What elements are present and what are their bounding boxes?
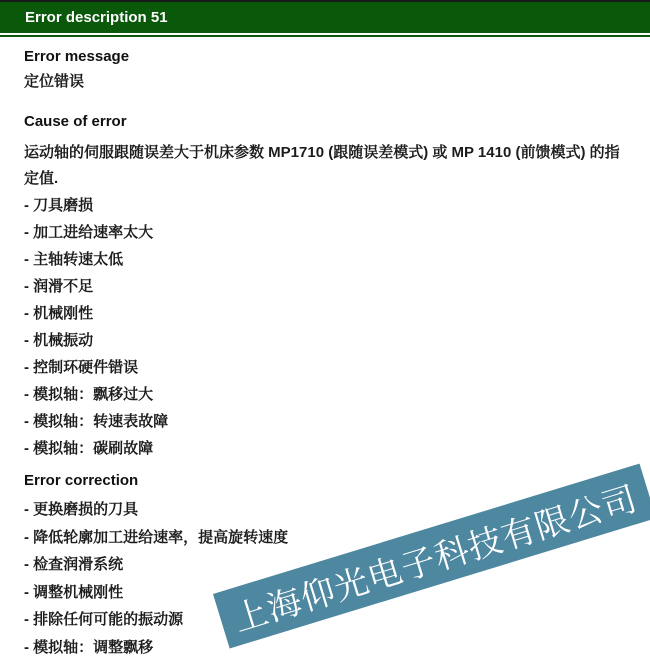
error-message-text: 定位错误 <box>24 73 626 91</box>
title-underline <box>0 35 650 37</box>
correction-item: - 降低轮廓加工进给速率，提高旋转速度 <box>24 524 626 552</box>
cause-list <box>24 192 626 462</box>
cause-item: - 润滑不足 <box>24 273 626 300</box>
error-message-heading: Error message <box>24 48 626 66</box>
error-correction-heading: Error correction <box>24 472 626 490</box>
cause-item: - 刀具磨损 <box>24 192 626 219</box>
cause-item: - 模拟轴：飘移过大 <box>24 381 626 408</box>
correction-item: - 调整机械刚性 <box>24 579 626 607</box>
correction-item: - 检查润滑系统 <box>24 551 626 579</box>
cause-item: - 模拟轴：转速表故障 <box>24 408 626 435</box>
correction-item: - 模拟轴：调整飘移 <box>24 634 626 661</box>
cause-item: - 控制环硬件错误 <box>24 354 626 381</box>
cause-item: - 机械刚性 <box>24 300 626 327</box>
cause-item: - 机械振动 <box>24 327 626 354</box>
correction-item: - 更换磨损的刀具 <box>24 496 626 524</box>
watermark-text: 上海仰光电子科技有限公司 <box>227 471 643 641</box>
cause-item: - 加工进给速率太大 <box>24 219 626 246</box>
cause-of-error-heading: Cause of error <box>24 113 626 131</box>
page-title: Error description 51 <box>25 9 168 26</box>
cause-description: 运动轴的伺服跟随误差大于机床参数 MP1710 (跟随误差模式) 或 MP 1410 (前馈模式) 的指定值. <box>24 140 624 192</box>
cause-item: - 主轴转速太低 <box>24 246 626 273</box>
title-bar <box>0 0 650 33</box>
correction-item: - 排除任何可能的振动源 <box>24 606 626 634</box>
cause-item: - 模拟轴：碳刷故障 <box>24 435 626 462</box>
